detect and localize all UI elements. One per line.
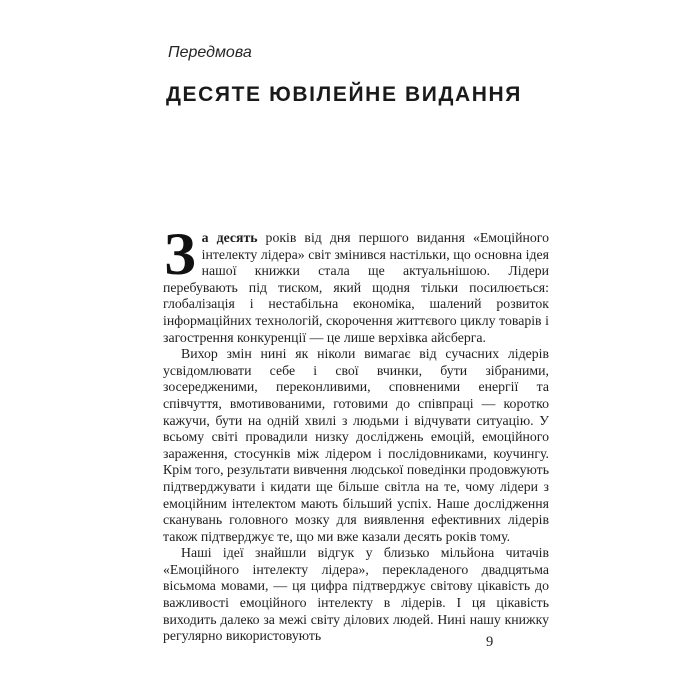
paragraph-lead-text: років від дня першого видання «Емоційного інтелекту лідера» світ змінився настільки, що основна ідея нашої книжки стала ще актуальнішою. Лідери перебувають під тиском, який щодня тільки посилюється: глобалізація і нестабільна економіка, шалений розвиток інформаційних технологій, скорочення життєвого циклу товарів і загострення конкуренції — це лише верхівка айсберга. bbox=[163, 230, 549, 345]
drop-cap: З bbox=[164, 221, 196, 287]
page-number: 9 bbox=[486, 634, 494, 650]
body-text bbox=[163, 221, 549, 645]
paragraph: Наші ідеї знайшли відгук у близько мільйона читачів «Емоційного інтелекту лідера», перекладеного двадцятьма вісьмома мовами, — ця цифра підтверджує світову цікавість до важливості емоційного інтелекту в лідерів. І ця цікавість виходить далеко за межі світу ділових людей. Нині нашу книжку регулярно використовують bbox=[163, 545, 549, 644]
chapter-title: ДЕСЯТЕ ЮВІЛЕЙНЕ ВИДАННЯ bbox=[166, 83, 523, 106]
lead-in-bold: а десять bbox=[201, 230, 258, 245]
chapter-kicker: Передмова bbox=[168, 44, 252, 61]
paragraph-lead bbox=[163, 221, 549, 346]
paragraph: Вихор змін нині як ніколи вимагає від сучасних лідерів усвідомлювати себе і свої вчинки, бути зібраними, зосередженими, переконливими, сповненими енергії та співчуття, вмотивованими, готовими до співпраці — коротко кажучи, бути на одній хвилі з людьми і відчувати ситуацію. У всьому світі провадили низку досліджень емоцій, емоційного зараження, стосунків між лідером і послідовниками, коучингу. Крім того, результати вивчення людської поведінки продовжують підтверджувати і кидати ще більше світла на те, чому лідери з емоційним інтелектом мають більший успіх. Наше дослідження сканувань головного мозку для виявлення ефективних лідерів також підтверджує те, що ми вже казали десять років тому. bbox=[163, 346, 549, 544]
